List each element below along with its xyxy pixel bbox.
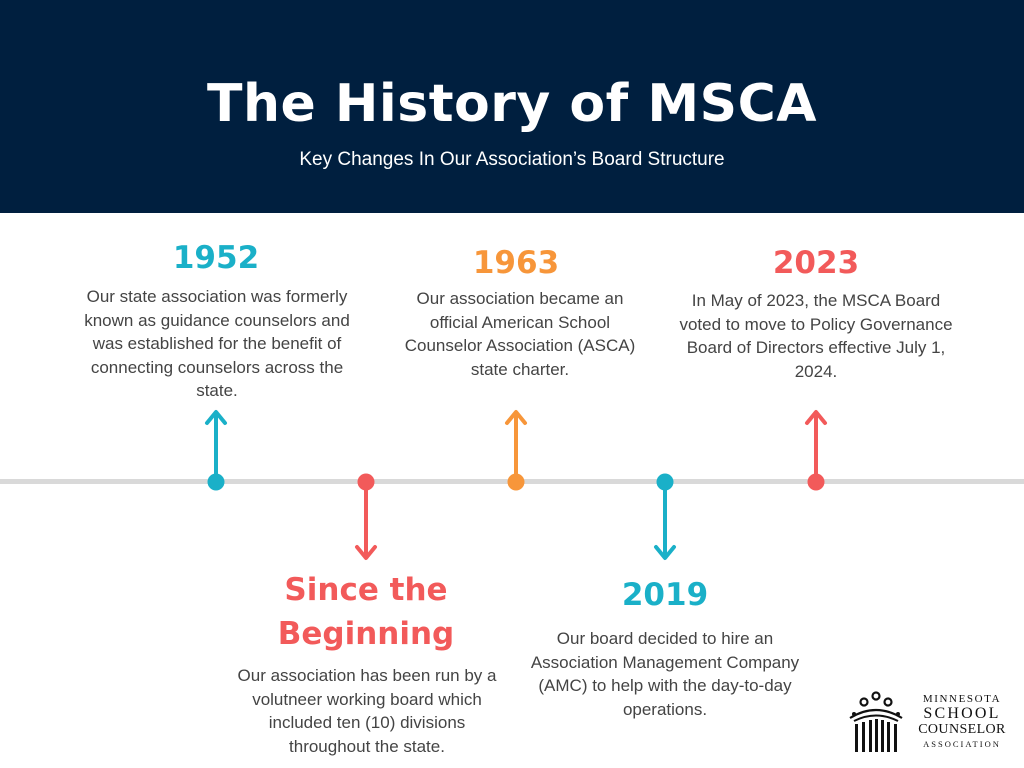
milestone-1952-title: 1952 bbox=[172, 240, 260, 276]
milestone-1963-title: 1963 bbox=[472, 245, 560, 281]
logo-line-association: ASSOCIATION bbox=[923, 739, 1001, 749]
milestone-1952-description: Our state association was formerly known as guidance counselors and was established for the benefit of connecting counselors across the state. bbox=[84, 287, 350, 400]
logo-line-minnesota: MINNESOTA bbox=[922, 693, 1002, 705]
msca-logo bbox=[842, 688, 1014, 756]
milestone-2019-description: Our board decided to hire an Association Management Company (AMC) to help with the day-to-day operations. bbox=[530, 629, 800, 719]
milestone-beginning-connector bbox=[357, 474, 375, 559]
logo-wordmark bbox=[910, 694, 1014, 749]
milestone-beginning-description: Our association has been run by a volutneer working board which included ten (10) divisions throughout the state. bbox=[237, 666, 497, 756]
people-logo-icon bbox=[842, 688, 910, 756]
logo-line-counselor: COUNSELOR bbox=[918, 722, 1006, 737]
milestone-2023-title: 2023 bbox=[772, 245, 860, 281]
milestone-1952-connector bbox=[207, 412, 225, 491]
milestone-2023-description: In May of 2023, the MSCA Board voted to move to Policy Governance Board of Directors effective July 1, 2024. bbox=[679, 291, 953, 381]
page-subtitle: Key Changes In Our Association’s Board Structure bbox=[299, 149, 725, 170]
milestone-2019-connector bbox=[656, 474, 674, 559]
milestone-2023-connector bbox=[807, 412, 825, 491]
logo-line-school: SCHOOL bbox=[923, 705, 1001, 722]
milestone-2019-title: 2019 bbox=[621, 577, 709, 613]
milestone-1963-connector bbox=[507, 412, 525, 491]
milestone-1963-description: Our association became an official American School Counselor Association (ASCA) state charter. bbox=[404, 289, 636, 379]
milestone-beginning-title: Since the Beginning bbox=[277, 572, 455, 652]
page-title: The History of MSCA bbox=[207, 74, 817, 134]
